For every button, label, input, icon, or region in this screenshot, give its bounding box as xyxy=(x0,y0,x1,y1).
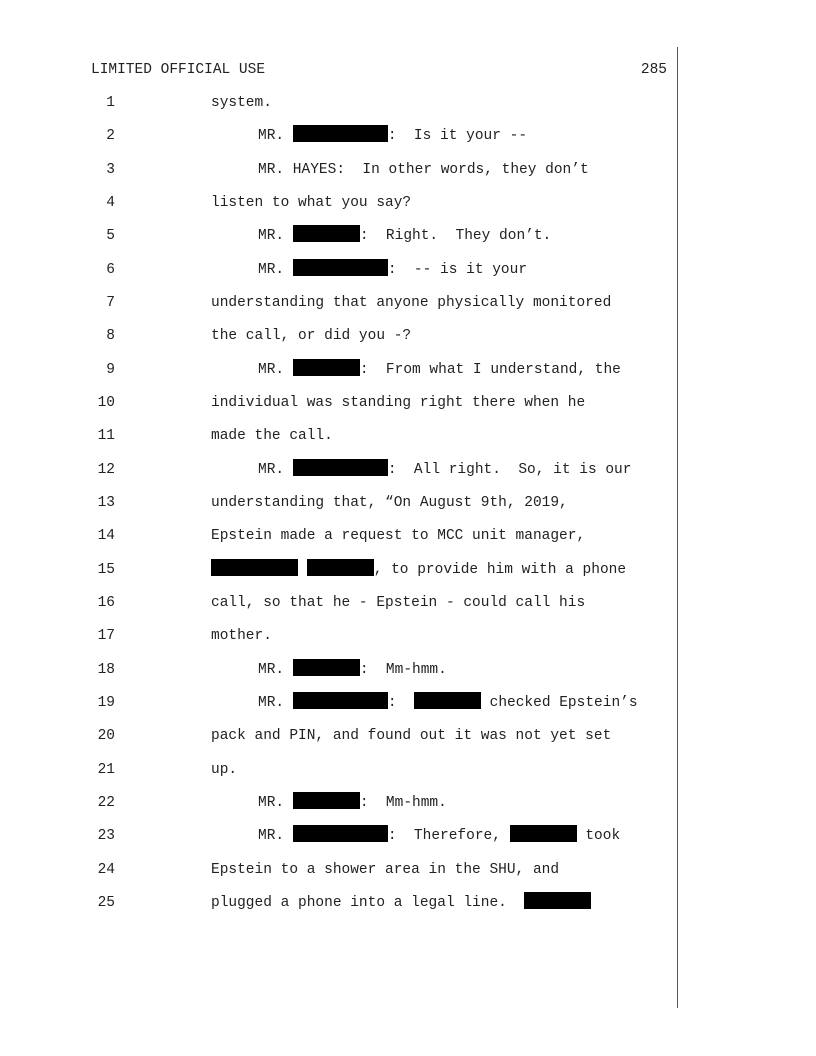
line-text xyxy=(211,525,585,547)
text-segment: MR. xyxy=(258,262,293,278)
line-number: 10 xyxy=(97,395,115,411)
text-segment: MR. xyxy=(258,828,293,844)
redaction-box xyxy=(414,692,481,709)
line-number: 2 xyxy=(106,128,115,144)
text-segment: understanding that, “On August 9th, 2019, xyxy=(211,495,568,511)
text-segment: : Mm-hmm. xyxy=(359,662,447,678)
line-number: 11 xyxy=(97,428,115,444)
text-segment: : Is it your -- xyxy=(387,128,528,144)
line-text xyxy=(211,692,638,714)
redaction-box xyxy=(293,792,360,809)
text-segment: MR. xyxy=(258,362,293,378)
line-text xyxy=(211,459,631,481)
line-number: 24 xyxy=(97,862,115,878)
text-segment: up. xyxy=(211,762,238,778)
line-text xyxy=(211,492,568,514)
line-number: 22 xyxy=(97,795,115,811)
text-segment: MR. xyxy=(258,662,293,678)
line-text xyxy=(211,792,447,814)
text-segment: plugged a phone into a legal line. xyxy=(211,895,525,911)
text-segment: : From what I understand, the xyxy=(359,362,621,378)
text-segment: MR. xyxy=(258,128,293,144)
line-number: 16 xyxy=(97,595,115,611)
line-text xyxy=(211,392,585,414)
line-text xyxy=(211,659,447,681)
line-number: 23 xyxy=(97,828,115,844)
redaction-box xyxy=(211,559,298,576)
redaction-box xyxy=(524,892,591,909)
redaction-box xyxy=(293,692,388,709)
text-segment: call, so that he - Epstein - could call his xyxy=(211,595,586,611)
text-segment xyxy=(298,562,307,578)
margin-rule xyxy=(677,47,678,1008)
line-number: 17 xyxy=(97,628,115,644)
line-number: 4 xyxy=(106,195,115,211)
classification-marking: LIMITED OFFICIAL USE xyxy=(91,62,266,78)
text-segment: checked Epstein’s xyxy=(480,695,638,711)
text-segment: , to provide him with a phone xyxy=(373,562,627,578)
redaction-box xyxy=(293,659,360,676)
text-segment: system. xyxy=(211,95,272,111)
line-number: 8 xyxy=(106,328,115,344)
line-number: 15 xyxy=(97,562,115,578)
line-number: 19 xyxy=(97,695,115,711)
redaction-box xyxy=(307,559,374,576)
redaction-box xyxy=(293,359,360,376)
line-number: 6 xyxy=(106,262,115,278)
line-number: 20 xyxy=(97,728,115,744)
line-text xyxy=(211,759,237,781)
text-segment: : All right. So, it is our xyxy=(387,462,632,478)
redaction-box xyxy=(293,459,388,476)
text-segment: MR. xyxy=(258,462,293,478)
line-text xyxy=(211,225,551,247)
text-segment: Epstein made a request to MCC unit manager, xyxy=(211,528,586,544)
text-segment: took xyxy=(576,828,621,844)
text-segment: listen to what you say? xyxy=(211,195,412,211)
text-segment: MR. xyxy=(258,795,293,811)
line-number: 3 xyxy=(106,162,115,178)
line-number: 12 xyxy=(97,462,115,478)
line-text xyxy=(211,725,611,747)
redaction-box xyxy=(293,259,388,276)
text-segment: individual was standing right there when he xyxy=(211,395,586,411)
text-segment: : Mm-hmm. xyxy=(359,795,447,811)
line-text xyxy=(211,559,626,581)
text-segment: mother. xyxy=(211,628,272,644)
line-text xyxy=(211,892,591,914)
text-segment: made the call. xyxy=(211,428,333,444)
text-segment: pack and PIN, and found out it was not yet set xyxy=(211,728,612,744)
text-segment: MR. xyxy=(258,695,293,711)
line-text xyxy=(211,359,621,381)
page-number: 285 xyxy=(640,62,667,78)
text-segment: : -- is it your xyxy=(387,262,528,278)
line-number: 18 xyxy=(97,662,115,678)
line-text xyxy=(211,192,411,214)
line-text xyxy=(211,92,272,114)
line-text xyxy=(211,825,620,847)
redaction-box xyxy=(293,825,388,842)
line-number: 1 xyxy=(106,95,115,111)
line-text xyxy=(211,292,611,314)
text-segment: understanding that anyone physically monitored xyxy=(211,295,612,311)
line-number: 13 xyxy=(97,495,115,511)
line-number: 7 xyxy=(106,295,115,311)
line-text xyxy=(211,592,585,614)
line-text xyxy=(211,625,272,647)
text-segment: : Therefore, xyxy=(387,828,510,844)
text-segment: the call, or did you -? xyxy=(211,328,412,344)
line-text xyxy=(211,259,527,281)
line-text xyxy=(211,125,527,147)
text-segment: MR. xyxy=(258,228,293,244)
line-text xyxy=(211,859,559,881)
text-segment: Epstein to a shower area in the SHU, and xyxy=(211,862,560,878)
line-text xyxy=(211,159,589,181)
line-text xyxy=(211,425,333,447)
redaction-box xyxy=(510,825,577,842)
line-number: 5 xyxy=(106,228,115,244)
text-segment: MR. HAYES: In other words, they don’t xyxy=(258,162,589,178)
line-number: 14 xyxy=(97,528,115,544)
text-segment: : xyxy=(387,695,414,711)
line-number: 9 xyxy=(106,362,115,378)
redaction-box xyxy=(293,225,360,242)
text-segment: : Right. They don’t. xyxy=(359,228,552,244)
redaction-box xyxy=(293,125,388,142)
line-number: 25 xyxy=(97,895,115,911)
line-text xyxy=(211,325,411,347)
line-number: 21 xyxy=(97,762,115,778)
